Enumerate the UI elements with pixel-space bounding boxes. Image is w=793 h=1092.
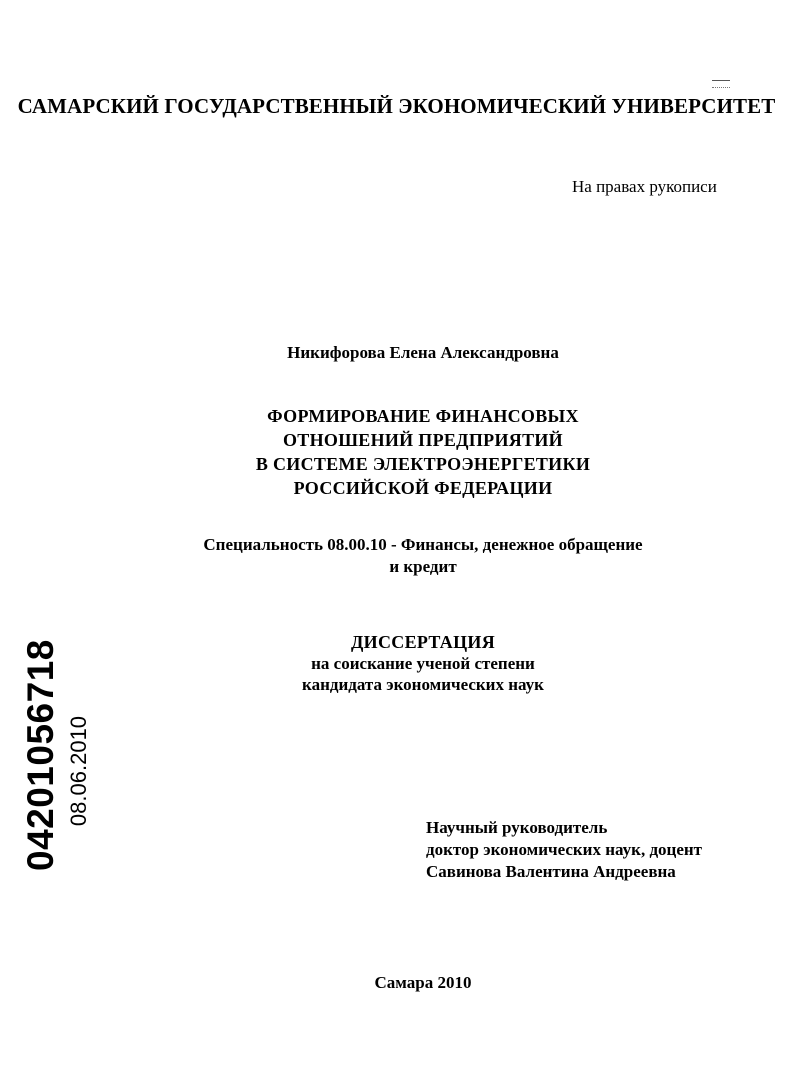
degree-line: на соискание ученой степени: [311, 654, 535, 673]
specialty-line: и кредит: [389, 557, 457, 576]
author-name: Никифорова Елена Александровна: [287, 343, 559, 362]
title-line: ОТНОШЕНИЙ ПРЕДПРИЯТИЙ: [283, 430, 563, 450]
city-year: Самара 2010: [374, 973, 472, 992]
specialty-block: [0, 534, 793, 578]
library-stamp-code: 04201056718: [20, 639, 61, 871]
degree-block: [0, 632, 793, 695]
degree-line: кандидата экономических наук: [302, 675, 544, 694]
specialty-line: Специальность 08.00.10 - Финансы, денежное обращение: [203, 535, 643, 554]
supervisor-line: Научный руководитель: [426, 818, 608, 837]
title-line: РОССИЙСКОЙ ФЕДЕРАЦИИ: [293, 478, 553, 498]
dissertation-heading: ДИССЕРТАЦИЯ: [350, 632, 495, 652]
scan-artifact-mark: [712, 80, 730, 88]
supervisor-line: Савинова Валентина Андреевна: [426, 862, 676, 881]
supervisor-block: [426, 817, 702, 883]
title-line: В СИСТЕМЕ ЭЛЕКТРОЭНЕРГЕТИКИ: [255, 454, 591, 474]
rights-note: На правах рукописи: [572, 177, 717, 196]
title-line: ФОРМИРОВАНИЕ ФИНАНСОВЫХ: [267, 406, 579, 426]
library-stamp-date: 08.06.2010: [66, 715, 91, 827]
dissertation-title: [0, 404, 793, 500]
supervisor-line: доктор экономических наук, доцент: [426, 840, 703, 859]
university-name: САМАРСКИЙ ГОСУДАРСТВЕННЫЙ ЭКОНОМИЧЕСКИЙ УНИВЕРСИТЕТ: [17, 94, 776, 118]
